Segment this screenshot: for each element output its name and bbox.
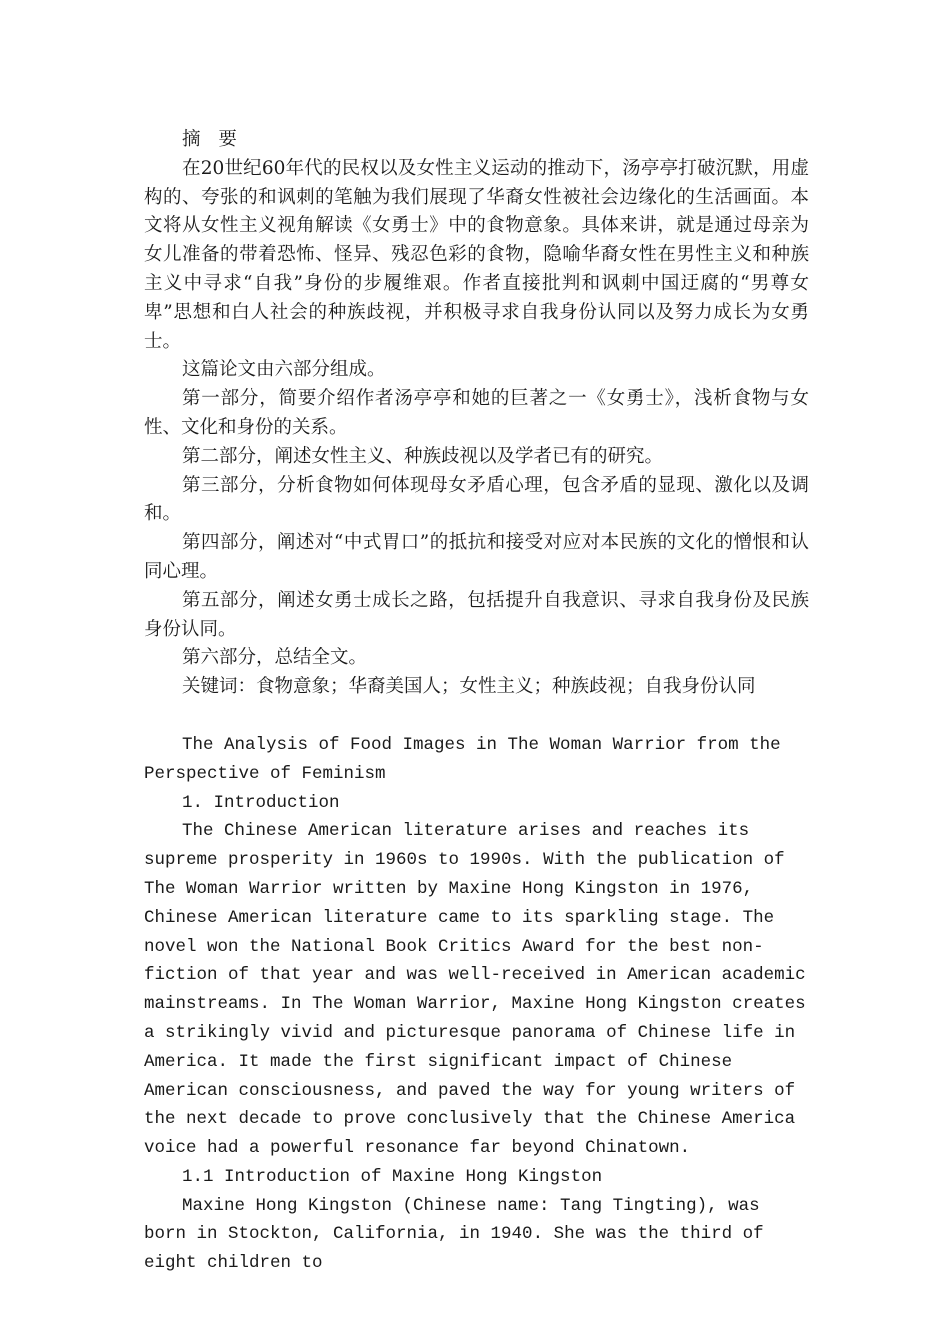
part-four: 第四部分，阐述对“中式胃口”的抵抗和接受对应对本民族的文化的憎恨和认同心理。 xyxy=(144,532,809,582)
document-page xyxy=(144,126,809,1278)
english-title: The Analysis of Food Images in The Woman Warrior from the Perspective of Feminism xyxy=(144,734,781,784)
section-1-1-heading: 1.1 Introduction of Maxine Hong Kingston xyxy=(182,1166,603,1187)
section-gap xyxy=(144,702,809,731)
section-1-1-paragraph: Maxine Hong Kingston (Chinese name: Tang Tingting), was born in Stockton, California, in 1940. She was the third of eight children to xyxy=(144,1195,764,1274)
abstract-heading: 摘 要 xyxy=(182,129,243,150)
structure-intro: 这篇论文由六部分组成。 xyxy=(182,359,386,381)
keywords: 关键词：食物意象；华裔美国人；女性主义；种族歧视；自我身份认同 xyxy=(182,676,756,698)
abstract-paragraph: 在20世纪60年代的民权以及女性主义运动的推动下，汤亭亭打破沉默，用虚构的、夸张的和讽刺的笔触为我们展现了华裔女性被社会边缘化的生活画面。本文将从女性主义视角解读《女勇士》中的食物意象。具体来讲，就是通过母亲为女儿准备的带着恐怖、怪异、残忍色彩的食物，隐喻华裔女性在男性主义和种族主义中寻求“自我”身份的步履维艰。作者直接批判和讽刺中国迂腐的“男尊女卑”思想和白人社会的种族歧视，并积极寻求自我身份认同以及努力成长为女勇士。 xyxy=(144,157,809,352)
part-three: 第三部分，分析食物如何体现母女矛盾心理，包含矛盾的显现、激化以及调和。 xyxy=(144,474,809,525)
section-1-heading: 1. Introduction xyxy=(182,792,340,813)
part-two: 第二部分，阐述女性主义、种族歧视以及学者已有的研究。 xyxy=(182,445,664,467)
part-one: 第一部分，简要介绍作者汤亭亭和她的巨著之一《女勇士》，浅析食物与女性、文化和身份的关系。 xyxy=(144,388,809,438)
section-1-paragraph: The Chinese American literature arises and reaches its supreme prosperity in 1960s to 1990s. With the publication of The Woman Warrior written by Maxine Hong Kingston in 1976, Chinese American literature came to its sparkling stage. The novel won the National Book Critics Award for the best non-fiction of that year and was well-received in American academic mainstreams. In The Woman Warrior, Maxine Hong Kingston creates a strikingly vivid and picturesque panorama of Chinese life in America. It made the first significant impact of Chinese American consciousness, and paved the way for young writers of the next decade to prove conclusively that the Chinese America voice had a powerful resonance far beyond Chinatown. xyxy=(144,821,806,1159)
part-six: 第六部分，总结全文。 xyxy=(182,647,368,669)
part-five: 第五部分，阐述女勇士成长之路，包括提升自我意识、寻求自我身份及民族身份认同。 xyxy=(144,589,809,640)
